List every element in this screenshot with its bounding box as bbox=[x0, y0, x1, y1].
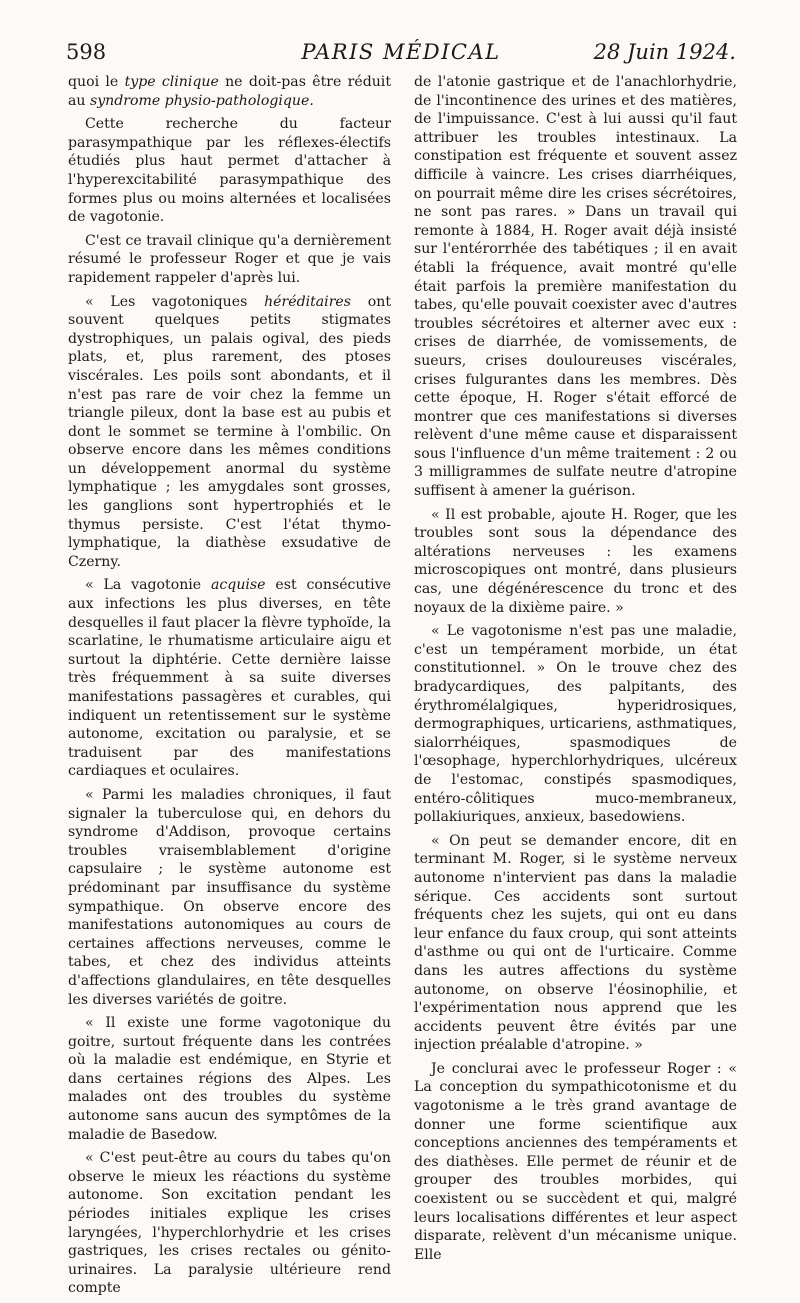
text-run: « Il existe une forme vagotonique du goitre, surtout fréquente dans les contrées où la maladie est endémique, en Styrie et dans certaines régions des Alpes. Les malades ont des troubles du système autonome sans aucun des symptômes de la maladie de Basedow. bbox=[68, 1015, 391, 1143]
paragraph bbox=[68, 1149, 391, 1298]
paragraph bbox=[68, 576, 391, 781]
italic-term: type clinique bbox=[124, 74, 219, 90]
paragraph bbox=[68, 115, 391, 227]
text-run: de l'atonie gastrique et de l'anachlorhydrie, de l'incontinence des urines et des matières, de l'impuissance. C'est à lui aussi qu'il faut attribuer les troubles intestinaux. La constipation est fréquente et souvent assez difficile à vaincre. Les crises diarrhéiques, on pourrait même dire les crises sécrétoires, ne sont pas rares. » Dans un travail qui remonte à 1884, H. Roger avait déjà insisté sur l'entérorrhée des tabétiques ; il en avait établi la fréquence, avait montré qu'elle était parfois la première manifestation du tabes, qu'elle pouvait coexister avec d'autres troubles sécrétoires et alterner avec eux : crises de diarrhée, de vomissements, de sueurs, crises douloureuses viscérales, crises fulgurantes dans les membres. Dès cette époque, H. Roger s'était efforcé de montrer que ces manifestations si diverses relèvent d'une même cause et disparaissent sous l'influence d'un même traitement : 2 ou 3 milligrammes de sulfate neutre d'atropine suffisent à amener la guérison. bbox=[414, 74, 737, 500]
text-run: ont souvent quelques petits stigmates dystrophiques, un palais ogival, des pieds plats, et, plus rarement, des ptoses viscérales. Les poils sont abondants, et il n'est pas rare de voir chez la femme un triangle pileux, dont la base est au pubis et dont le sommet se termine à l'ombilic. On observe encore dans les mêmes conditions un développement anormal du système lymphatique ; les amygdales sont grosses, les ganglions sont hypertrophiés et le thymus persiste. C'est l'état thymo-lymphatique, la diathèse exsudative de Czerny. bbox=[68, 293, 391, 570]
text-run: « Le vagotonisme n'est pas une maladie, c'est un tempérament morbide, un état constitutionnel. » On le trouve chez des bradycardiques, des palpitants, des érythromélalgiques, hyperidrosiques, dermographiques, urticariens, asthmatiques, sialorrhéiques, spasmodiques de l'œsophage, hyperchlorhydriques, ulcéreux de l'estomac, constipés spasmodiques, entéro-côlitiques muco-membraneux, pollakiuriques, anxieux, basedowiens. bbox=[414, 623, 737, 826]
page-number: 598 bbox=[66, 40, 107, 64]
paragraph bbox=[414, 1060, 737, 1265]
text-run: C'est ce travail clinique qu'a dernièrement résumé le professeur Roger et que je vais rapidement rappeler d'après lui. bbox=[68, 232, 391, 286]
italic-term: acquise bbox=[211, 577, 266, 594]
paragraph bbox=[414, 622, 737, 827]
text-run: est consécutive aux infections les plus diverses, en tête desquelles il faut placer la flèvre typhoïde, la scarlatine, le rhumatisme articulaire aigu et surtout la diphtérie. Cette dernière laisse très fréquemment à sa suite diverses manifestations passagères et curables, qui indiquent un retentissement sur le système autonome, excitation ou paralysie, et se traduisent par des manifestations cardiaques et oculaires. bbox=[68, 577, 391, 780]
paragraph bbox=[68, 232, 391, 288]
issue-date: 28 Juin 1924. bbox=[593, 40, 736, 64]
text-run: « Parmi les maladies chroniques, il faut signaler la tuberculose qui, en dehors du syndrome d'Addison, provoque certains troubles vraisemblablement d'origine capsulaire ; le système autonome est prédominant par insuffisance du système sympathique. On observe encore des manifestations autonomiques au cours de certaines affections nerveuses, comme le tabes, et chez des individus atteints d'affections glandulaires, en tête desquelles les diverses variétés de goitre. bbox=[68, 786, 391, 1008]
left-text-column bbox=[68, 73, 391, 1303]
journal-title: PARIS MÉDICAL bbox=[301, 40, 501, 64]
paragraph bbox=[68, 786, 391, 1009]
paragraph bbox=[68, 1014, 391, 1144]
right-text-column bbox=[414, 73, 737, 1269]
text-run: « C'est peut-être au cours du tabes qu'on observe le mieux les réactions du système autonome. Son excitation pendant les périodes initiales explique les crises laryngées, l'hyperchlorhydrie et les crises gastriques, les crises rectales ou génito-urinaires. La paralysie ultérieure rend compte bbox=[68, 1150, 391, 1297]
continued-paragraph bbox=[68, 73, 391, 110]
paragraph bbox=[68, 293, 391, 572]
text-run: « Les vagotoniques bbox=[85, 293, 265, 310]
text-run: « Il est probable, ajoute H. Roger, que les troubles sont sous la dépendance des altérations nerveuses : les examens microscopiques ont montré, dans plusieurs cas, une dégénérescence du tronc et des noyaux de la dixième paire. » bbox=[414, 506, 737, 616]
text-run: Cette recherche du facteur parasympathique par les réflexes-électifs étudiés plus haut permet d'attacher à l'hyperexcitabilité parasympathique des formes plus ou moins alternées et localisées de vagotonie. bbox=[68, 116, 391, 226]
continued-paragraph bbox=[414, 73, 737, 501]
italic-term: syndrome physio-pathologique. bbox=[89, 92, 314, 109]
text-run: « La vagotonie bbox=[85, 577, 212, 594]
paragraph bbox=[414, 832, 737, 1055]
text-run: Je conclurai avec le professeur Roger : « La conception du sympathicotonisme et du vagotonisme a le très grand avantage de donner une forme scientifique aux conceptions anciennes des tempéraments et des diathèses. Elle permet de réunir et de grouper des troubles morbides, qui coexistent ou se succèdent et qui, malgré leurs localisations différentes et leur aspect disparate, relèvent d'un mécanisme unique. Elle bbox=[414, 1060, 737, 1263]
text-run: ne doit-pas être réduit au bbox=[68, 74, 391, 109]
text-run: quoi le bbox=[68, 74, 125, 90]
paragraph bbox=[414, 506, 737, 618]
text-run: « On peut se demander encore, dit en terminant M. Roger, si le système nerveux autonome n'intervient pas dans la maladie sérique. Ces accidents sont surtout fréquents chez les sujets, qui ont eu dans leur enfance du faux croup, qui sont atteints d'asthme ou qui ont de l'urticaire. Comme dans les autres affections du système autonome, on observe l'éosinophilie, et l'expérimentation nous apprend que les accidents peuvent être évités par une injection préalable d'atropine. » bbox=[414, 832, 737, 1054]
running-header bbox=[66, 36, 736, 66]
italic-term: héréditaires bbox=[264, 293, 352, 310]
